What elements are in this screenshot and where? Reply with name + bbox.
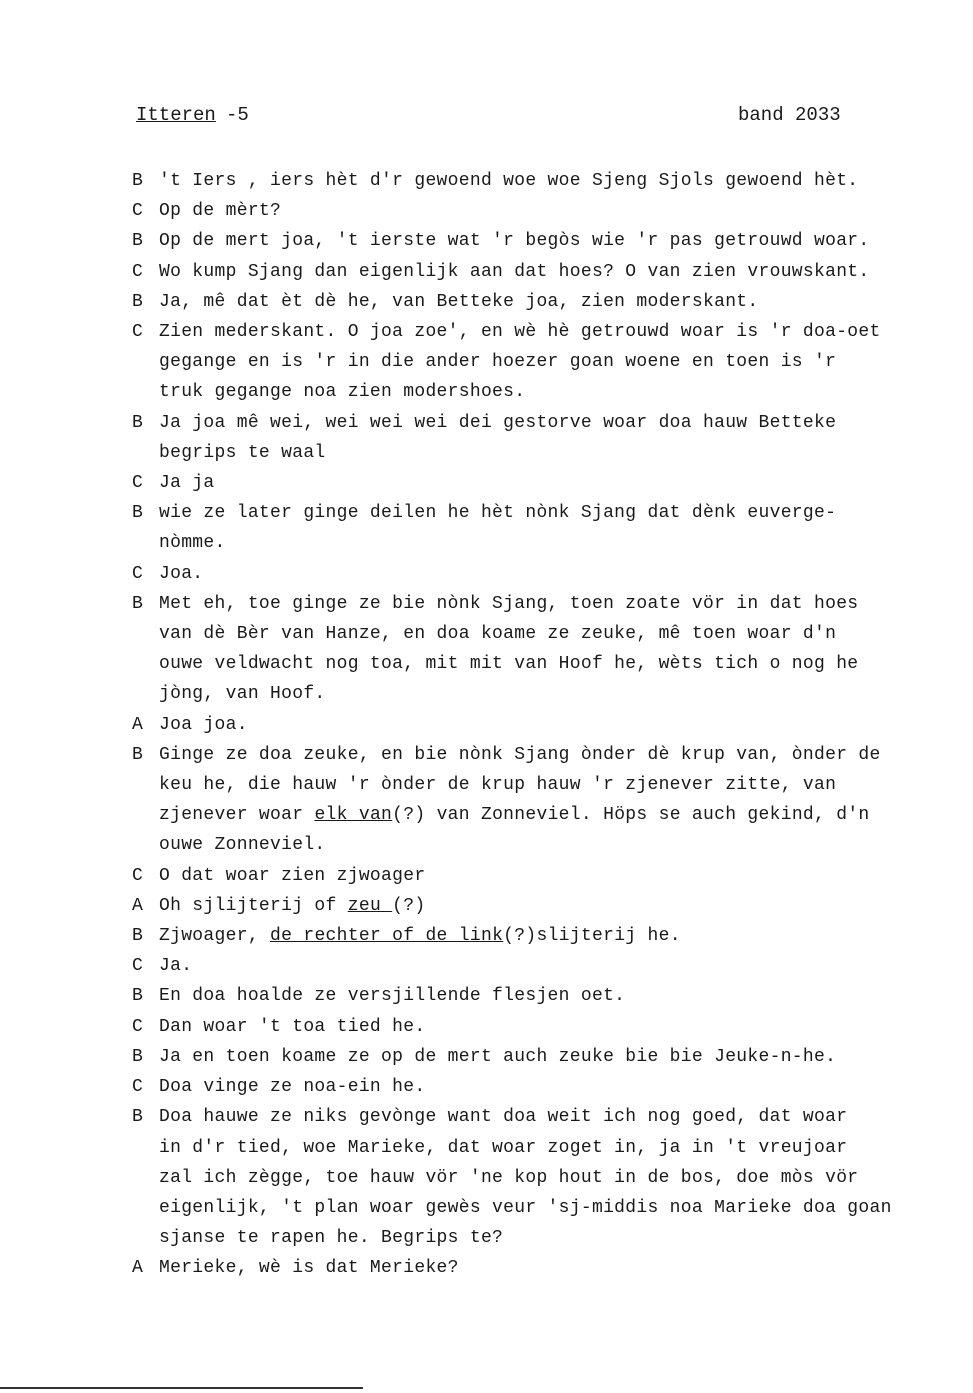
transcript-line [132, 800, 968, 830]
utterance-text: Zien mederskant. O joa zoe', en wè hè getrouwd woar is 'r doa-oet [159, 322, 881, 343]
speaker-label: B [132, 1107, 143, 1128]
transcript-line [132, 1193, 968, 1223]
speaker-label [132, 1163, 159, 1193]
transcript-line [132, 921, 968, 951]
speaker-label: C [132, 956, 143, 977]
utterance-text: keu he, die hauw 'r ònder de krup hauw 'r zjenever zitte, van [159, 775, 837, 796]
utterance-text: zal ich zègge, toe hauw vör 'ne kop hout in de bos, doe mòs vör [159, 1167, 859, 1188]
transcript-line [132, 1163, 968, 1193]
utterance-text: begrips te waal [159, 442, 326, 463]
transcript-line [132, 528, 968, 558]
utterance-text: Doa hauwe ze niks gevònge want doa weit ich nog goed, dat woar [159, 1107, 848, 1128]
transcript-line [132, 317, 968, 347]
speaker-label [132, 649, 159, 679]
speaker-label: B [132, 926, 143, 947]
utterance-text: wie ze later ginge deilen he hèt nònk Sjang dat dènk euverge- [159, 503, 837, 524]
utterance-text: nòmme. [159, 533, 226, 554]
transcript-line [132, 830, 968, 860]
transcript-line [132, 408, 968, 438]
utterance-text: Merieke, wè is dat Merieke? [159, 1258, 459, 1279]
transcript-line [132, 166, 968, 196]
utterance-text: ouwe veldwacht nog toa, mit mit van Hoof he, wèts tich o nog he [159, 654, 859, 675]
utterance-text: Ginge ze doa zeuke, en bie nònk Sjang ònder dè krup van, ònder de [159, 744, 881, 765]
utterance-text: Wo kump Sjang dan eigenlijk aan dat hoes? O van zien vrouwskant. [159, 261, 870, 282]
utterance-text: Op de mèrt? [159, 201, 282, 222]
transcript-line [132, 196, 968, 226]
document-title: Itteren [136, 104, 216, 126]
speaker-label: B [132, 1046, 143, 1067]
utterance-text: sjanse te rapen he. Begrips te? [159, 1228, 504, 1249]
speaker-label: A [132, 714, 143, 735]
utterance-text: Op de mert joa, 't ierste wat 'r begòs wie 'r pas getrouwd woar. [159, 231, 870, 252]
utterance-text: jòng, van Hoof. [159, 684, 326, 705]
utterance-text: En doa hoalde ze versjillende flesjen oet. [159, 986, 626, 1007]
speaker-label [132, 377, 159, 407]
speaker-label: C [132, 261, 143, 282]
transcript-line [132, 468, 968, 498]
utterance-text: Joa joa. [159, 714, 248, 735]
transcript-line [132, 649, 968, 679]
transcript-line [132, 287, 968, 317]
speaker-label: A [132, 895, 143, 916]
transcript-line [132, 257, 968, 287]
utterance-text: Doa vinge ze noa-ein he. [159, 1077, 426, 1098]
speaker-label: C [132, 1016, 143, 1037]
utterance-text: Zjwoager, de rechter of de link(?)slijterij he. [159, 926, 681, 947]
speaker-label: B [132, 986, 143, 1007]
transcript-line [132, 740, 968, 770]
utterance-text: gegange en is 'r in die ander hoezer goan woene en toen is 'r [159, 352, 837, 373]
utterance-text: Ja ja [159, 473, 215, 494]
utterance-text: Met eh, toe ginge ze bie nònk Sjang, toen zoate vör in dat hoes [159, 593, 859, 614]
utterance-text: zjenever woar elk van(?) van Zonneviel. Höps se auch gekind, d'n [159, 805, 870, 826]
utterance-text: Oh sjlijterij of zeu (?) [159, 895, 426, 916]
speaker-label: C [132, 322, 143, 343]
utterance-text: 't Iers , iers hèt d'r gewoend woe woe Sjeng Sjols gewoend hèt. [159, 171, 859, 191]
speaker-label [132, 528, 159, 558]
speaker-label [132, 438, 159, 468]
speaker-label [132, 770, 159, 800]
speaker-label: C [132, 1077, 143, 1098]
utterance-text: Dan woar 't toa tied he. [159, 1016, 426, 1037]
transcript-line [132, 559, 968, 589]
transcript-line [132, 1133, 968, 1163]
transcript-line [132, 770, 968, 800]
transcript-line [132, 679, 968, 709]
speaker-label: C [132, 865, 143, 886]
speaker-label [132, 679, 159, 709]
transcript-line [132, 710, 968, 740]
transcript-line [132, 498, 968, 528]
utterance-text: ouwe Zonneviel. [159, 835, 326, 856]
utterance-text: Joa. [159, 563, 204, 584]
speaker-label: B [132, 412, 143, 433]
utterance-text: Ja joa mê wei, wei wei wei dei gestorve woar doa hauw Betteke [159, 412, 837, 433]
speaker-label: B [132, 291, 143, 312]
speaker-label [132, 619, 159, 649]
speaker-label [132, 1223, 159, 1253]
speaker-label: B [132, 503, 143, 524]
speaker-label: B [132, 231, 143, 252]
utterance-text: van dè Bèr van Hanze, en doa koame ze zeuke, mê toen woar d'n [159, 624, 837, 645]
transcript-line [132, 1102, 968, 1132]
speaker-label [132, 347, 159, 377]
speaker-label [132, 800, 159, 830]
speaker-label: B [132, 171, 143, 191]
speaker-label [132, 1193, 159, 1223]
footer-rule [0, 1387, 363, 1389]
transcript-line [132, 1072, 968, 1102]
transcript-line [132, 981, 968, 1011]
transcript-line [132, 1042, 968, 1072]
utterance-text: O dat woar zien zjwoager [159, 865, 426, 886]
speaker-label: B [132, 593, 143, 614]
transcript-line [132, 1253, 968, 1283]
transcript-line [132, 589, 968, 619]
page-number: -5 [226, 104, 249, 126]
transcript-line [132, 951, 968, 981]
speaker-label: A [132, 1258, 143, 1279]
transcript-line [132, 1223, 968, 1253]
transcript [132, 166, 968, 1284]
transcript-line [132, 619, 968, 649]
transcript-line [132, 891, 968, 921]
utterance-text: in d'r tied, woe Marieke, dat woar zoget in, ja in 't vreujoar [159, 1137, 848, 1158]
transcript-line [132, 347, 968, 377]
utterance-text: Ja en toen koame ze op de mert auch zeuke bie bie Jeuke-n-he. [159, 1046, 837, 1067]
utterance-text: truk gegange noa zien modershoes. [159, 382, 526, 403]
speaker-label: C [132, 473, 143, 494]
transcript-line [132, 377, 968, 407]
utterance-text: eigenlijk, 't plan woar gewès veur 'sj-middis noa Marieke doa goan [159, 1197, 892, 1218]
transcript-line [132, 438, 968, 468]
utterance-text: Ja. [159, 956, 193, 977]
speaker-label: C [132, 201, 143, 222]
speaker-label [132, 830, 159, 860]
transcript-line [132, 1012, 968, 1042]
speaker-label: C [132, 563, 143, 584]
speaker-label [132, 1133, 159, 1163]
band-number: band 2033 [738, 104, 841, 126]
speaker-label: B [132, 744, 143, 765]
utterance-text: Ja, mê dat èt dè he, van Betteke joa, zien moderskant. [159, 291, 759, 312]
transcript-line [132, 861, 968, 891]
transcript-line [132, 226, 968, 256]
